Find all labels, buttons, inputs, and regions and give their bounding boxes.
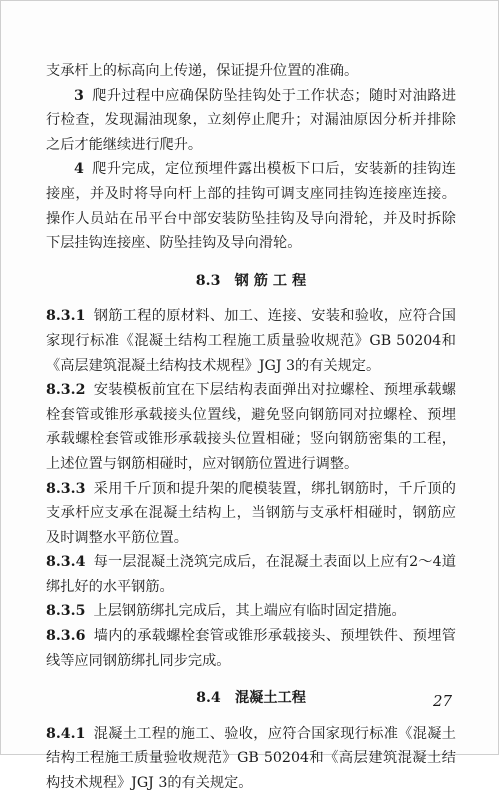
paragraph-item-3 [46, 84, 456, 158]
clause-number: 8.3.2 [46, 382, 86, 399]
page-number: 27 [433, 692, 453, 710]
clause-8-3-5 [46, 599, 456, 624]
clause-number: 8.3.1 [46, 308, 86, 325]
clause-number: 8.3.3 [46, 480, 86, 497]
clause-text: 墙内的承载螺栓套管或锥形承载接头、预埋铁件、预埋管线等应同钢筋绑扎同步完成。 [46, 628, 456, 669]
paragraph-continued [46, 59, 456, 84]
clause-text: 采用千斤顶和提升架的爬模装置，绑扎钢筋时，千斤顶的支承杆应支承在混凝土结构上，当钢筋与支承杆相碰时，钢筋应及时调整水平筋位置。 [46, 480, 456, 546]
paragraph-text: 爬升过程中应确保防坠挂钩处于工作状态；随时对油路进行检查，发现漏油现象，立刻停止爬升；对漏油原因分析并排除之后才能继续进行爬升。 [46, 87, 456, 153]
clause-text: 每一层混凝土浇筑完成后，在混凝土表面以上应有2～4道绑扎好的水平钢筋。 [46, 554, 456, 595]
section-heading-8-4: 8.4 混凝土工程 [196, 690, 306, 707]
paragraph-text: 支承杆上的标高向上传递，保证提升位置的准确。 [46, 63, 359, 79]
paragraph-item-4 [46, 157, 456, 255]
clause-number: 8.4.1 [46, 725, 86, 742]
clause-8-3-2 [46, 378, 456, 476]
clause-8-3-6 [46, 624, 456, 673]
clause-text: 上层钢筋绑扎完成后，其上端应有临时固定措施。 [93, 603, 406, 620]
clause-8-3-3 [46, 477, 456, 551]
clause-8-3-4 [46, 550, 456, 599]
clause-text: 钢筋工程的原材料、加工、连接、安装和验收，应符合国家现行标准《混凝土结构工程施工质量验收规范》GB 50204和《高层建筑混凝土结构技术规程》JGJ 3的有关规定。 [46, 308, 456, 374]
clause-number: 8.3.4 [46, 554, 86, 571]
clause-number: 8.3.6 [46, 628, 86, 645]
clause-number: 8.3.5 [46, 603, 86, 620]
section-heading-8-3: 8.3 钢 筋 工 程 [195, 272, 307, 289]
clause-text: 混凝土工程的施工、验收，应符合国家现行标准《混凝土结构工程施工质量验收规范》GB 50204和《高层建筑混凝土结构技术规程》JGJ 3的有关规定。 [46, 725, 456, 792]
clause-text: 安装模板前宜在下层结构表面弹出对拉螺栓、预埋承载螺栓套管或锥形承载接头位置线，避免竖向钢筋同对拉螺栓、预埋承载螺栓套管或锥形承载接头位置相碰；竖向钢筋密集的工程，上述位置与钢筋相碰时，应对钢筋位置进行调整。 [46, 382, 456, 472]
clause-8-3-1 [46, 304, 456, 378]
item-number: 3 [74, 87, 84, 104]
clause-8-4-1 [46, 722, 456, 796]
page-body [46, 59, 456, 796]
item-number: 4 [74, 161, 84, 178]
paragraph-text: 爬升完成，定位预埋件露出模板下口后，安装新的挂钩连接座，并及时将导向杆上部的挂钩可调支座同挂钩连接座连接。操作人员站在吊平台中部安装防坠挂钩及导向滑轮，并及时拆除下层挂钩连接座、防坠挂钩及导向滑轮。 [46, 161, 456, 252]
